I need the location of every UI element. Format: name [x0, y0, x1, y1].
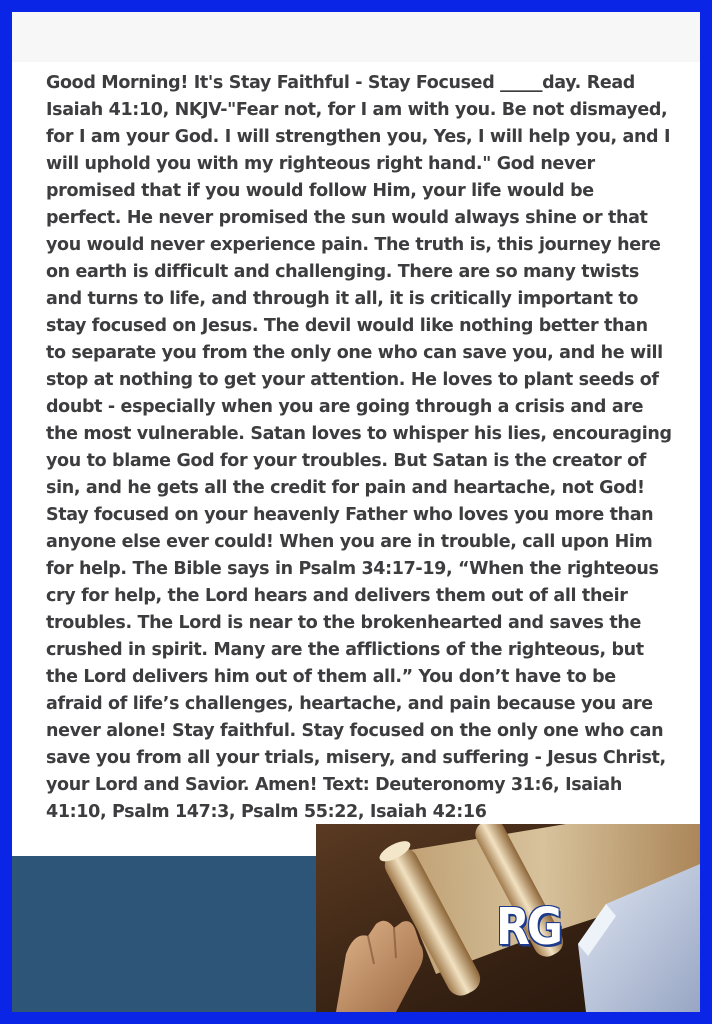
top-strip: [12, 12, 700, 62]
rg-logo: RG: [496, 898, 560, 957]
devotional-text: Good Morning! It's Stay Faithful - Stay Focused _____day. Read Isaiah 41:10, NKJV-"Fear not, for I am with you. Be not dismayed, for I am your God. I will strengthen you, Yes, I will help you, and I will uphold you with my righteous right hand." God never promised that if you would follow Him, your life would be perfect. He never promised the sun would always shine or that you would never experience pain. The truth is, this journey here on earth is difficult and challenging. There are so many twists and turns to life, and through it all, it is critically important to stay focused on Jesus. The devil would like nothing better than to separate you from the only one who can save you, and he will stop at nothing to get your attention. He loves to plant seeds of doubt - especially when you are going through a crisis and are the most vulnerable. Satan loves to whisper his lies, encouraging you to blame God for your troubles. But Satan is the creator of sin, and he gets all the credit for pain and heartache, not God! Stay focused on your heavenly Father who loves you more than anyone else ever could! When you are in trouble, call upon Him for help. The Bible says in Psalm 34:17-19, “When the righteous cry for help, the Lord hears and delivers them out of all their troubles. The Lord is near to the brokenhearted and saves the crushed in spirit. Many are the afflictions of the righteous, but the Lord delivers him out of them all.” You don’t have to be afraid of life’s challenges, heartache, and pain because you are never alone! Stay faithful. Stay focused on the only one who can save you from all your trials, misery, and suffering - Jesus Christ, your Lord and Savior. Amen! Text: Deuteronomy 31:6, Isaiah 41:10, Psalm 147:3, Psalm 55:22, Isaiah 42:16: [46, 73, 672, 822]
scroll-with-hand-icon: [316, 824, 700, 1012]
page-frame: [12, 12, 700, 1012]
